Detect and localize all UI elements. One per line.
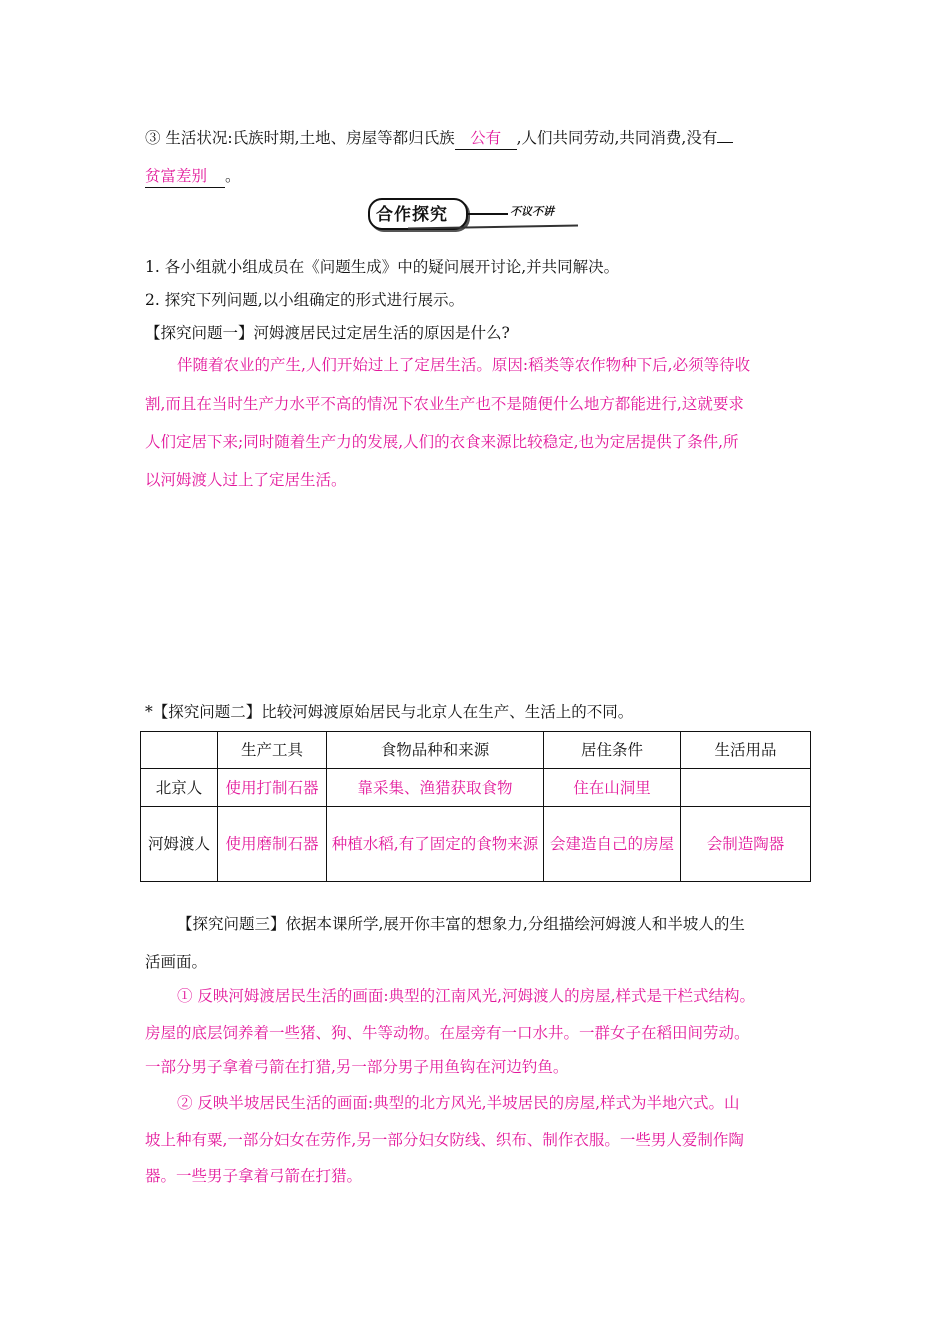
banner-subtitle: 不议不讲: [510, 205, 554, 218]
question-2: *【探究问题二】比较河姆渡原始居民与北京人在生产、生活上的不同。: [145, 703, 634, 721]
cell-housing: 会建造自己的房屋: [544, 807, 681, 882]
living-status-middle: ,人们共同劳动,共同消费,没有: [516, 129, 718, 147]
table-header-cell: [141, 732, 218, 769]
living-status-line-2: [145, 165, 810, 188]
instruction-2: 2. 探究下列问题,以小组确定的形式进行展示。: [145, 291, 465, 309]
table-header-cell: 居住条件: [544, 732, 681, 769]
question-3-line: 【探究问题三】依据本课所学,展开你丰富的想象力,分组描绘河姆渡人和半坡人的生: [177, 915, 745, 933]
answer-1-line: 以河姆渡人过上了定居生活。: [145, 471, 347, 489]
question-1: 【探究问题一】河姆渡居民过定居生活的原因是什么?: [145, 324, 510, 342]
table-header-cell: 生活用品: [681, 732, 811, 769]
answer-1-line: 人们定居下来;同时随着生产力的发展,人们的衣食来源比较稳定,也为定居提供了条件,所: [145, 433, 739, 451]
cell-tools: 使用打制石器: [218, 769, 327, 807]
row-name: 北京人: [141, 769, 218, 807]
banner-title: 合作探究: [376, 205, 448, 225]
question-3-line: 活画面。: [145, 953, 208, 971]
table-row: [141, 769, 811, 807]
answer-3b-line: 坡上种有粟,一部分妇女在劳作,另一部分妇女防线、织布、制作衣服。一些男人爱制作陶: [145, 1131, 744, 1149]
cell-housing: 住在山洞里: [544, 769, 681, 807]
table-header-cell: 生产工具: [218, 732, 327, 769]
answer-3a-line: 一部分男子拿着弓箭在打猎,另一部分男子用鱼钩在河边钓鱼。: [145, 1058, 569, 1076]
row-name: 河姆渡人: [141, 807, 218, 882]
cell-goods: [681, 769, 811, 807]
answer-3b-line: 器。一些男子拿着弓箭在打猎。: [145, 1167, 363, 1185]
blank-answer-wealth-gap: 贫富差别: [145, 165, 225, 188]
cell-food: 靠采集、渔猎获取食物: [327, 769, 544, 807]
cell-goods: 会制造陶器: [681, 807, 811, 882]
blank-rule: [717, 128, 733, 143]
answer-3a-line: ① 反映河姆渡居民生活的画面:典型的江南风光,河姆渡人的房屋,样式是干栏式结构。: [177, 987, 756, 1005]
answer-1-line: 伴随着农业的产生,人们开始过上了定居生活。原因:稻类等农作物种下后,必须等待收: [177, 356, 751, 374]
living-status-label: ③ 生活状况:氏族时期,土地、房屋等都归氏族: [145, 129, 455, 147]
cell-tools: 使用磨制石器: [218, 807, 327, 882]
table-header-cell: 食物品种和来源: [327, 732, 544, 769]
answer-3b-line: ② 反映半坡居民生活的画面:典型的北方风光,半坡居民的房屋,样式为半地穴式。山: [177, 1094, 740, 1112]
answer-1-line: 割,而且在当时生产力水平不高的情况下农业生产也不是随便什么地方都能进行,这就要求: [145, 395, 744, 413]
table-row: [141, 807, 811, 882]
instruction-1: 1. 各小组就小组成员在《问题生成》中的疑问展开讨论,并共同解决。: [145, 258, 620, 276]
banner-dash: [468, 213, 508, 215]
living-status-line: [145, 127, 810, 150]
cell-food: 种植水稻,有了固定的食物来源: [327, 807, 544, 882]
answer-3a-line: 房屋的底层饲养着一些猪、狗、牛等动物。在屋旁有一口水井。一群女子在稻田间劳动。: [145, 1024, 750, 1042]
blank-answer-public: 公有: [455, 127, 517, 150]
section-banner: [368, 196, 588, 230]
living-status-end: 。: [225, 167, 241, 185]
table-header-row: [141, 732, 811, 769]
comparison-table: [140, 731, 811, 882]
